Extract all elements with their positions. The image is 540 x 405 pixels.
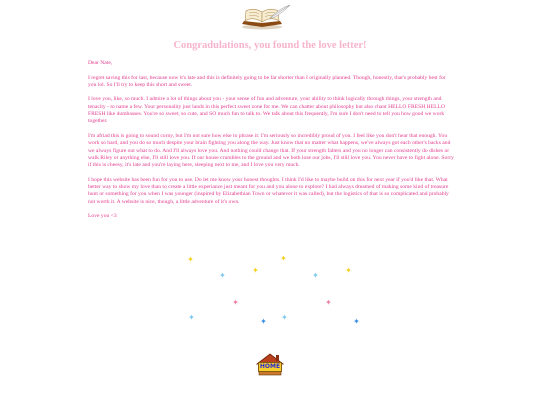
sparkle-star-icon: ✦ (260, 317, 267, 326)
sparkle-star-icon: ✦ (312, 271, 319, 280)
letter-paragraph: I love you, like, so much. I admire a lot of things about you - your sense of fun and adventure, your ability to think logically through things, your strength and tenacity - to name a few. Your personality just lands in this perfect sweet zone for me. We can chatter about philosophy but also chant HELLO FRESH HELLO FRESH like dumbasses. You're so sweet, so cute, and SO much fun to talk to. We talk about this frequently, I'm sure I don't need to tell you how good we work together. (88, 96, 445, 125)
home-button[interactable] (255, 352, 285, 376)
sparkle-star-icon: ✦ (188, 313, 195, 322)
sparkle-star-icon: ✦ (353, 317, 360, 326)
sparkle-star-icon: ✦ (345, 266, 352, 275)
sparkle-star-icon: ✦ (325, 298, 332, 307)
sparkle-star-icon: ✦ (252, 266, 259, 275)
sparkle-star-icon: ✦ (187, 255, 194, 264)
home-label: HOME (259, 363, 281, 370)
letter-paragraph: I regret saving this for last, because now it's late and this is definitely going to be far shorter than I originally planned. Though, honestly, that's probably best for you lol. So I'll try to keep this short and sweet. (88, 74, 446, 88)
page-title: Congradulations, you found the love letter! (173, 40, 367, 51)
love-letter (88, 60, 454, 228)
sparkle-star-icon: ✦ (219, 271, 226, 280)
open-book-quill-icon (240, 4, 292, 30)
sparkle-stars (0, 250, 540, 335)
sparkle-star-icon: ✦ (280, 254, 287, 263)
sparkle-star-icon: ✦ (281, 313, 288, 322)
letter-paragraph: I'm afriad this is going to sound corny, but I'm not sure how else to phrase it: I'm seriously so incredibly proud of you. I feel like you don't hear that enough. You work so hard, and you do so much despite your brain fighting you along the way. Just know that no matter what happens, we've always got each other's backs and we always figure out what to do. And I'll always love you. And nothing could change that. If your strength falters and you no longer can consistently do dishes or walk Riley or anything else, I'll still love you. If our house crumbles to the ground and we both lose our jobs, I'll still love you. You never have to fight alone. Sorry if this is cheesy, it's late and you're laying here, sleeping next to me, and I love you very much. (88, 132, 454, 169)
sparkle-star-icon: ✦ (232, 298, 239, 307)
letter-salutation: Dear Nate, (88, 60, 113, 66)
letter-paragraph: I hope this website has been fun for you to use. Do let me know your honest thoughts. I think I'd like to maybe build on this for next year if you'd like that. What better way to show my love than to create a little experiance just meant for you and you alone to explore? I had always dreamed of making some kind of treasure hunt or something for you when I was younger (inspired by Elizabethian Town or whatever it was called), but the logistics of that is so complicated and probably not worth it. A website is nice, though, a little adventure of it's own. (88, 176, 449, 205)
letter-closing: Love you <3 (88, 213, 117, 220)
